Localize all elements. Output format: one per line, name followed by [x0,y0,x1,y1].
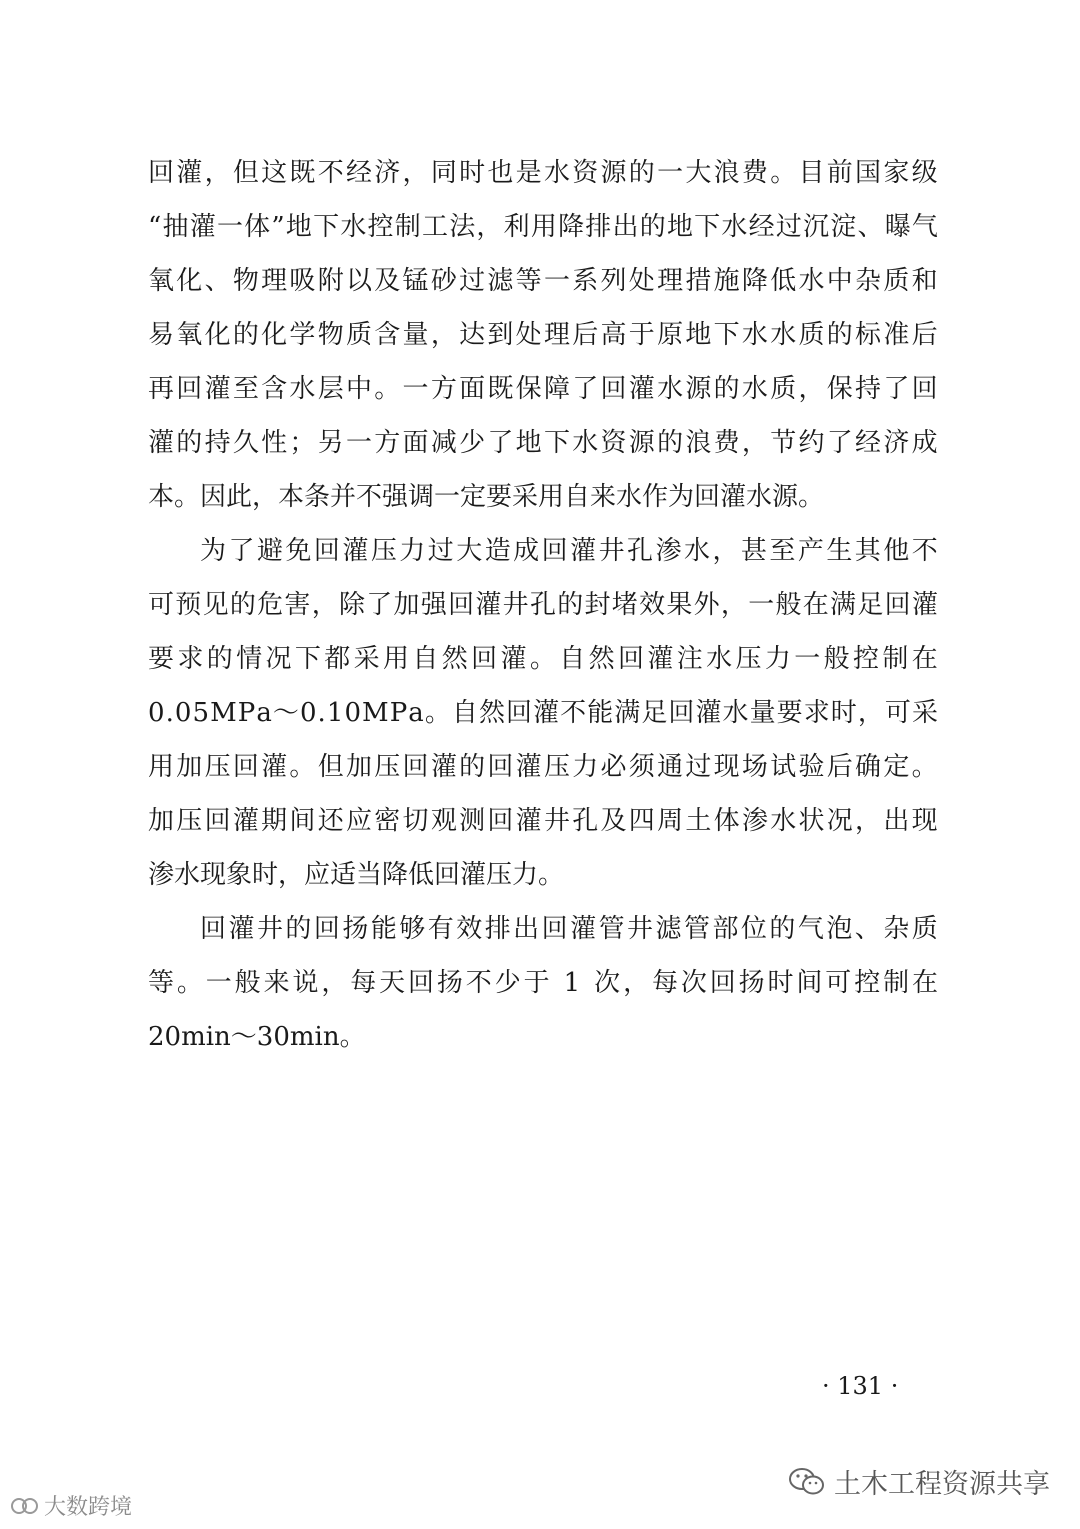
body-text [148,146,938,1064]
logo-icon [10,1495,40,1517]
paragraph-2 [148,524,938,902]
watermark-brand-text: 大数跨境 [44,1495,133,1520]
text-line: 易 氧 化 的 化 学 物 质 含 量 ， 达 到 处 理 后 高 于 原 地 下 水 水 质 的 标 准 后 [148,320,938,350]
wechat-icon [788,1466,826,1498]
text-line: 氧 化 、 物 理 吸 附 以 及 锰 砂 过 滤 等 一 系 列 处 理 措 施 降 低 水 中 杂 质 和 [148,266,938,296]
paragraph-1 [148,146,938,524]
text-line: 渗水现象时，应适当降低回灌压力。 [148,860,565,890]
text-line: 20min～30min。 [148,1022,366,1052]
text-line: 要 求 的 情 况 下 都 采 用 自 然 回 灌 。 自 然 回 灌 注 水 压 力 一 般 控 制 在 [148,644,938,674]
watermark-source-text: 土木工程资源共享 [834,1469,1050,1500]
text-line: 可 预 见 的 危 害 ， 除 了 加 强 回 灌 井 孔 的 封 堵 效 果 外 ， 一 般 在 满 足 回 灌 [148,590,938,620]
text-line: 加 压 回 灌 期 间 还 应 密 切 观 测 回 灌 井 孔 及 四 周 土 体 渗 水 状 况 ， 出 现 [148,806,938,836]
text-line: 为 了 避 免 回 灌 压 力 过 大 造 成 回 灌 井 孔 渗 水 ， 甚 至 产 生 其 他 不 [200,536,938,566]
text-line: 回 灌 ， 但 这 既 不 经 济 ， 同 时 也 是 水 资 源 的 一 大 浪 费 。 目 前 国 家 级 [148,158,938,188]
text-line: 再 回 灌 至 含 水 层 中 。 一 方 面 既 保 障 了 回 灌 水 源 的 水 质 ， 保 持 了 回 [148,374,938,404]
text-line: 等 。 一 般 来 说 ， 每 天 回 扬 不 少 于 1 次 ， 每 次 回 扬 时 间 可 控 制 在 [148,968,938,998]
watermark-source [788,1462,1050,1501]
text-line: 本。因此，本条并不强调一定要采用自来水作为回灌水源。 [148,482,825,512]
text-line: “ 抽 灌 一 体 ” 地 下 水 控 制 工 法 ， 利 用 降 排 出 的 地 下 水 经 过 沉 淀 、 曝 气 [148,212,938,242]
paragraph-3 [148,902,938,1064]
text-line: 用 加 压 回 灌 。 但 加 压 回 灌 的 回 灌 压 力 必 须 通 过 现 场 试 验 后 确 定 。 [148,752,938,782]
text-line: 回 灌 井 的 回 扬 能 够 有 效 排 出 回 灌 管 井 滤 管 部 位 的 气 泡 、 杂 质 [200,914,938,944]
watermark-brand [10,1490,132,1521]
text-line: 灌 的 持 久 性 ； 另 一 方 面 减 少 了 地 下 水 资 源 的 浪 费 ， 节 约 了 经 济 成 [148,428,938,458]
page-number: · 131 · [822,1372,899,1400]
text-line: 0 . 0 5 M P a ～ 0 . 1 0 M P a 。 自 然 回 灌 不 能 满 足 回 灌 水 量 要 求 时 ， 可 采 [148,698,938,728]
